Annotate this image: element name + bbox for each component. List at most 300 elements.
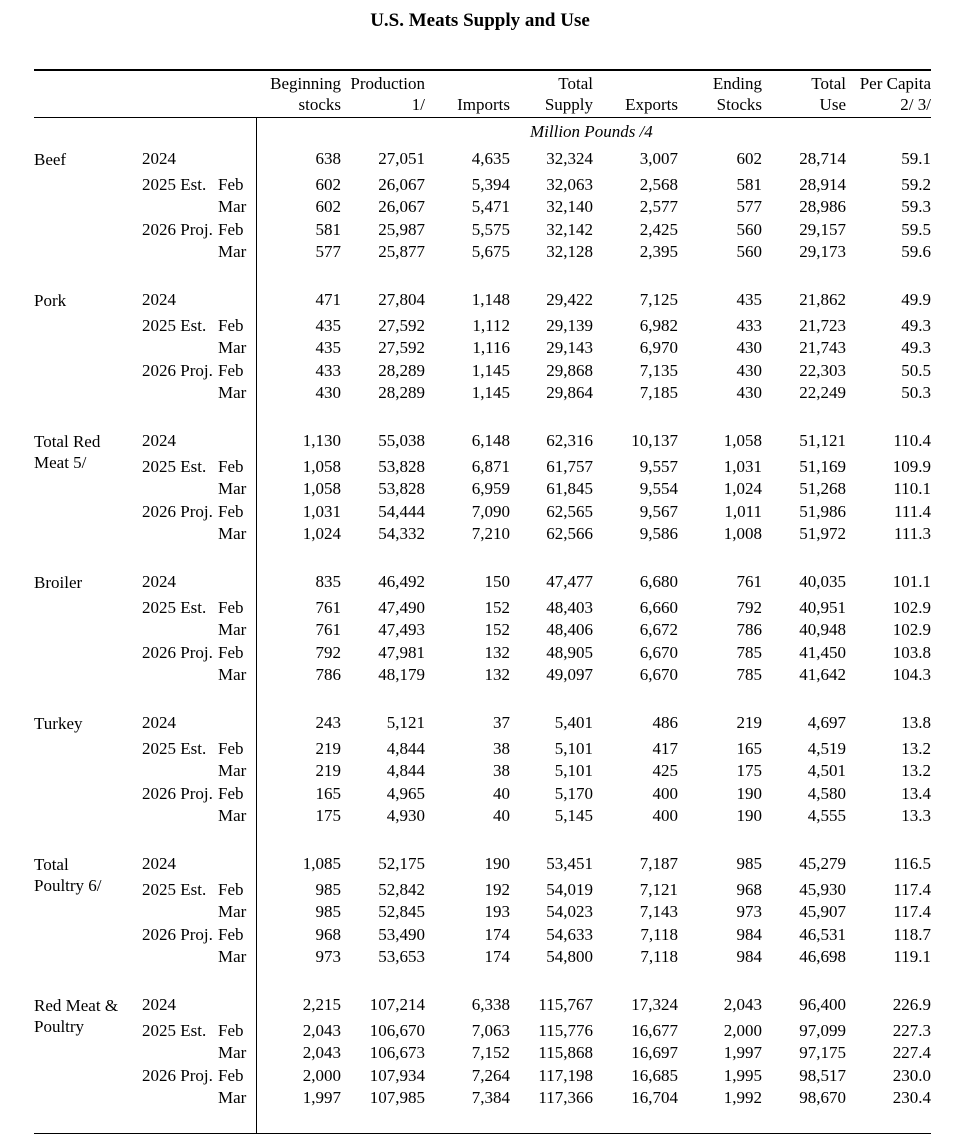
table-cell: 1,058 [302,457,341,476]
row-month-label: Mar [218,1088,247,1107]
row-year-label: 2025 Est. [142,316,207,335]
table-cell: 107,985 [369,1088,425,1107]
table-cell: 132 [484,665,510,684]
table-cell: 59.6 [901,242,931,261]
table-cell: 2,425 [639,220,678,239]
table-cell: 6,660 [639,598,678,617]
table-cell: 4,965 [386,784,425,803]
header-rule [34,117,931,118]
table-cell: 51,986 [799,502,846,521]
table-cell: 7,118 [640,947,678,966]
table-cell: 62,316 [546,431,593,450]
row-year-label: 2025 Est. [142,598,207,617]
table-cell: 1,997 [723,1043,762,1062]
table-cell: 46,492 [378,572,425,591]
table-cell: 32,324 [546,149,593,168]
table-cell: 435 [736,290,762,309]
row-month-label: Feb [218,643,244,662]
row-month-label: Mar [218,947,247,966]
table-cell: 103.8 [892,643,931,662]
table-cell: 6,672 [639,620,678,639]
table-cell: 150 [484,572,510,591]
table-cell: 21,743 [799,338,846,357]
table-cell: 1,148 [471,290,510,309]
section-label-line: Pork [34,291,67,310]
table-cell: 6,670 [639,643,678,662]
table-cell: 29,422 [546,290,593,309]
table-cell: 40,948 [799,620,846,639]
table-cell: 59.5 [901,220,931,239]
table-cell: 27,592 [378,338,425,357]
table-cell: 52,845 [378,902,425,921]
table-cell: 400 [652,784,678,803]
section-label [34,572,82,593]
table-cell: 97,175 [799,1043,846,1062]
table-cell: 48,403 [546,598,593,617]
table-cell: 2,215 [302,995,341,1014]
table-cell: 16,677 [631,1021,678,1040]
table-cell: 119.1 [893,947,931,966]
table-cell: 109.9 [892,457,931,476]
row-year-label: 2024 [142,854,176,873]
table-cell: 577 [315,242,341,261]
table-cell: 7,135 [639,361,678,380]
table-cell: 430 [736,361,762,380]
table-cell: 4,844 [386,739,425,758]
table-cell: 219 [736,713,762,732]
row-month-label: Mar [218,902,247,921]
table-cell: 4,501 [807,761,846,780]
table-cell: 985 [315,902,341,921]
table-cell: 4,844 [386,761,425,780]
table-cell: 27,804 [378,290,425,309]
table-cell: 102.9 [892,598,931,617]
table-cell: 6,148 [471,431,510,450]
table-cell: 4,697 [807,713,846,732]
table-cell: 602 [736,149,762,168]
table-cell: 47,490 [378,598,425,617]
table-cell: 5,101 [554,739,593,758]
row-month-label: Feb [218,739,244,758]
table-cell: 761 [315,620,341,639]
table-cell: 32,142 [546,220,593,239]
table-cell: 51,121 [799,431,846,450]
row-year-label: 2025 Est. [142,457,207,476]
table-cell: 7,264 [471,1066,510,1085]
table-cell: 5,575 [471,220,510,239]
table-cell: 40,951 [799,598,846,617]
table-cell: 835 [315,572,341,591]
table-cell: 425 [652,761,678,780]
table-cell: 107,214 [369,995,425,1014]
section-label-line: Meat 5/ [34,453,87,472]
table-cell: 435 [315,338,341,357]
table-cell: 5,675 [471,242,510,261]
table-cell: 29,143 [546,338,593,357]
table-cell: 230.4 [892,1088,931,1107]
table-cell: 417 [652,739,678,758]
table-cell: 984 [736,947,762,966]
section-label-line: Turkey [34,714,83,733]
table-cell: 174 [484,947,510,966]
table-cell: 175 [315,806,341,825]
table-cell: 59.1 [901,149,931,168]
table-cell: 1,058 [723,431,762,450]
table-cell: 1,011 [724,502,762,521]
table-cell: 430 [736,338,762,357]
table-cell: 32,140 [546,197,593,216]
column-header-line1: Beginning [270,74,341,93]
row-year-label: 2025 Est. [142,1021,207,1040]
table-cell: 52,842 [378,880,425,899]
row-month-label: Feb [218,457,244,476]
table-cell: 5,401 [554,713,593,732]
table-cell: 13.4 [901,784,931,803]
table-cell: 792 [736,598,762,617]
table-cell: 55,038 [378,431,425,450]
table-cell: 29,157 [799,220,846,239]
table-cell: 433 [736,316,762,335]
table-cell: 25,987 [378,220,425,239]
column-header-line2: Supply [544,95,593,114]
table-cell: 115,767 [538,995,593,1014]
table-cell: 52,175 [378,854,425,873]
table-cell: 117.4 [893,902,931,921]
row-month-label: Mar [218,242,247,261]
row-year-label: 2024 [142,290,176,309]
table-cell: 1,024 [723,479,762,498]
table-cell: 61,757 [546,457,593,476]
table-cell: 227.3 [892,1021,931,1040]
section-label [34,431,100,473]
table-cell: 32,128 [546,242,593,261]
table-cell: 2,568 [639,175,678,194]
table-cell: 973 [736,902,762,921]
bottom-rule [34,1133,931,1134]
row-month-label: Feb [218,598,244,617]
row-year-label: 2025 Est. [142,739,207,758]
table-cell: 985 [736,854,762,873]
table-cell: 47,981 [378,643,425,662]
table-cell: 560 [736,220,762,239]
table-cell: 602 [315,175,341,194]
section-label [34,149,66,170]
table-cell: 9,567 [639,502,678,521]
table-cell: 16,697 [631,1043,678,1062]
table-cell: 41,450 [799,643,846,662]
table-cell: 27,051 [378,149,425,168]
table-cell: 26,067 [378,175,425,194]
table-cell: 7,090 [471,502,510,521]
table-cell: 47,493 [378,620,425,639]
table-cell: 62,565 [546,502,593,521]
table-cell: 433 [315,361,341,380]
table-cell: 53,490 [378,925,425,944]
section-label [34,290,66,311]
column-header-line2: stocks [298,95,341,114]
row-year-label: 2026 Proj. [142,925,213,944]
section-label [34,854,102,896]
table-cell: 968 [736,880,762,899]
table-cell: 45,907 [799,902,846,921]
table-cell: 54,800 [546,947,593,966]
table-cell: 219 [315,761,341,780]
table-cell: 152 [484,598,510,617]
table-cell: 4,555 [807,806,846,825]
row-month-label: Feb [218,925,244,944]
table-cell: 1,008 [723,524,762,543]
table-cell: 32,063 [546,175,593,194]
table-cell: 4,635 [471,149,510,168]
row-month-label: Mar [218,1043,247,1062]
table-cell: 97,099 [799,1021,846,1040]
table-cell: 430 [315,383,341,402]
row-month-label: Feb [218,880,244,899]
table-cell: 96,400 [799,995,846,1014]
row-month-label: Mar [218,338,247,357]
table-cell: 1,130 [302,431,341,450]
column-header-line2: Use [819,95,846,114]
row-month-label: Mar [218,197,247,216]
row-month-label: Feb [218,175,244,194]
row-year-label: 2025 Est. [142,880,207,899]
table-cell: 227.4 [892,1043,931,1062]
table-cell: 152 [484,620,510,639]
table-cell: 577 [736,197,762,216]
row-year-label: 2024 [142,149,176,168]
table-cell: 430 [736,383,762,402]
table-cell: 1,997 [302,1088,341,1107]
row-year-label: 2026 Proj. [142,1066,213,1085]
table-cell: 984 [736,925,762,944]
table-cell: 50.5 [901,361,931,380]
table-cell: 40 [493,784,510,803]
column-header-line1: Ending [712,74,762,93]
table-cell: 48,905 [546,643,593,662]
table-cell: 581 [315,220,341,239]
table-cell: 1,992 [723,1088,762,1107]
table-cell: 7,125 [639,290,678,309]
table-cell: 1,024 [302,524,341,543]
table-cell: 3,007 [639,149,678,168]
table-cell: 106,673 [369,1043,425,1062]
table-cell: 16,704 [631,1088,678,1107]
table-cell: 786 [736,620,762,639]
table-cell: 110.4 [893,431,931,450]
table-cell: 111.3 [894,524,931,543]
row-month-label: Feb [218,220,244,239]
section-label-line: Poultry [34,1017,85,1036]
row-month-label: Mar [218,761,247,780]
table-cell: 192 [484,880,510,899]
table-cell: 132 [484,643,510,662]
table-cell: 98,517 [799,1066,846,1085]
table-cell: 115,776 [538,1021,593,1040]
table-cell: 28,289 [378,361,425,380]
table-cell: 106,670 [369,1021,425,1040]
column-header-line2: Imports [457,95,510,114]
page-title: U.S. Meats Supply and Use [370,10,590,31]
table-cell: 243 [315,713,341,732]
table-cell: 1,145 [471,383,510,402]
table-cell: 115,868 [538,1043,593,1062]
table-cell: 118.7 [893,925,931,944]
table-cell: 7,185 [639,383,678,402]
section-label-line: Beef [34,150,67,169]
section-label-line: Broiler [34,573,83,592]
table-cell: 7,187 [639,854,678,873]
column-header-line1: Total [811,74,846,93]
row-month-label: Feb [218,784,244,803]
table-cell: 9,557 [639,457,678,476]
table-cell: 230.0 [892,1066,931,1085]
row-month-label: Mar [218,383,247,402]
section-label-line: Total [34,855,69,874]
table-cell: 49.9 [901,290,931,309]
table-cell: 1,995 [723,1066,762,1085]
table-cell: 51,972 [799,524,846,543]
table-cell: 190 [736,784,762,803]
row-year-label: 2026 Proj. [142,643,213,662]
row-year-label: 2024 [142,995,176,1014]
table-cell: 54,023 [546,902,593,921]
table-cell: 761 [315,598,341,617]
table-cell: 175 [736,761,762,780]
table-cell: 45,930 [799,880,846,899]
table-cell: 54,633 [546,925,593,944]
table-cell: 54,444 [378,502,425,521]
table-cell: 7,384 [471,1088,510,1107]
table-cell: 581 [736,175,762,194]
table-cell: 6,959 [471,479,510,498]
table-cell: 968 [315,925,341,944]
table-cell: 13.3 [901,806,931,825]
table-cell: 7,152 [471,1043,510,1062]
row-month-label: Mar [218,806,247,825]
table-cell: 5,101 [554,761,593,780]
table-cell: 54,332 [378,524,425,543]
table-cell: 40,035 [799,572,846,591]
table-cell: 111.4 [894,502,931,521]
row-year-label: 2024 [142,431,176,450]
units-label: Million Pounds /4 [530,122,653,141]
table-cell: 6,871 [471,457,510,476]
table-cell: 50.3 [901,383,931,402]
table-cell: 190 [736,806,762,825]
table-cell: 21,723 [799,316,846,335]
table-cell: 7,210 [471,524,510,543]
table-cell: 28,986 [799,197,846,216]
table-cell: 38 [493,739,510,758]
table-cell: 165 [736,739,762,758]
table-cell: 101.1 [892,572,931,591]
table-cell: 16,685 [631,1066,678,1085]
table-cell: 13.2 [901,761,931,780]
table-cell: 38 [493,761,510,780]
row-month-label: Feb [218,502,244,521]
table-cell: 6,982 [639,316,678,335]
table-cell: 985 [315,880,341,899]
table-cell: 2,000 [723,1021,762,1040]
table-cell: 1,085 [302,854,341,873]
table-cell: 435 [315,316,341,335]
table-cell: 98,670 [799,1088,846,1107]
table-cell: 6,670 [639,665,678,684]
table-cell: 7,063 [471,1021,510,1040]
table-cell: 174 [484,925,510,944]
table-cell: 1,031 [302,502,341,521]
table-cell: 4,519 [807,739,846,758]
table-cell: 1,116 [472,338,510,357]
table-cell: 7,121 [639,880,678,899]
table-cell: 2,395 [639,242,678,261]
row-month-label: Feb [218,361,244,380]
table-cell: 1,145 [471,361,510,380]
table-cell: 17,324 [631,995,678,1014]
table-cell: 219 [315,739,341,758]
table-cell: 973 [315,947,341,966]
table-cell: 117,198 [538,1066,593,1085]
row-year-label: 2026 Proj. [142,361,213,380]
table-cell: 46,698 [799,947,846,966]
row-year-label: 2026 Proj. [142,784,213,803]
table-cell: 2,043 [302,1021,341,1040]
table-cell: 41,642 [799,665,846,684]
table-cell: 59.2 [901,175,931,194]
table-cell: 4,580 [807,784,846,803]
table-cell: 116.5 [893,854,931,873]
section-label-line: Total Red [34,432,101,451]
table-cell: 40 [493,806,510,825]
table-cell: 28,714 [799,149,846,168]
table-cell: 193 [484,902,510,921]
column-header-line2: Stocks [716,95,762,114]
table-cell: 2,577 [639,197,678,216]
table-cell: 2,043 [302,1043,341,1062]
table-cell: 104.3 [892,665,931,684]
table-cell: 47,477 [546,572,593,591]
table-cell: 5,170 [554,784,593,803]
column-header-line2: Exports [625,95,678,114]
table-cell: 59.3 [901,197,931,216]
table-cell: 6,680 [639,572,678,591]
table-cell: 28,914 [799,175,846,194]
table-cell: 62,566 [546,524,593,543]
table-cell: 785 [736,643,762,662]
table-cell: 560 [736,242,762,261]
table-cell: 602 [315,197,341,216]
row-month-label: Feb [218,316,244,335]
table-cell: 26,067 [378,197,425,216]
table-cell: 7,118 [640,925,678,944]
table-cell: 13.2 [901,739,931,758]
column-header-line2: 1/ [411,95,425,114]
table-cell: 190 [484,854,510,873]
table-cell: 9,554 [639,479,678,498]
table-cell: 5,471 [471,197,510,216]
table-cell: 1,031 [723,457,762,476]
table-cell: 165 [315,784,341,803]
section-label [34,713,83,734]
column-header-line2: 2/ 3/ [900,95,931,114]
table-cell: 107,934 [369,1066,425,1085]
section-label [34,995,118,1037]
row-month-label: Mar [218,665,247,684]
row-month-label: Mar [218,524,247,543]
table-cell: 400 [652,806,678,825]
table-cell: 21,862 [799,290,846,309]
table-cell: 29,139 [546,316,593,335]
